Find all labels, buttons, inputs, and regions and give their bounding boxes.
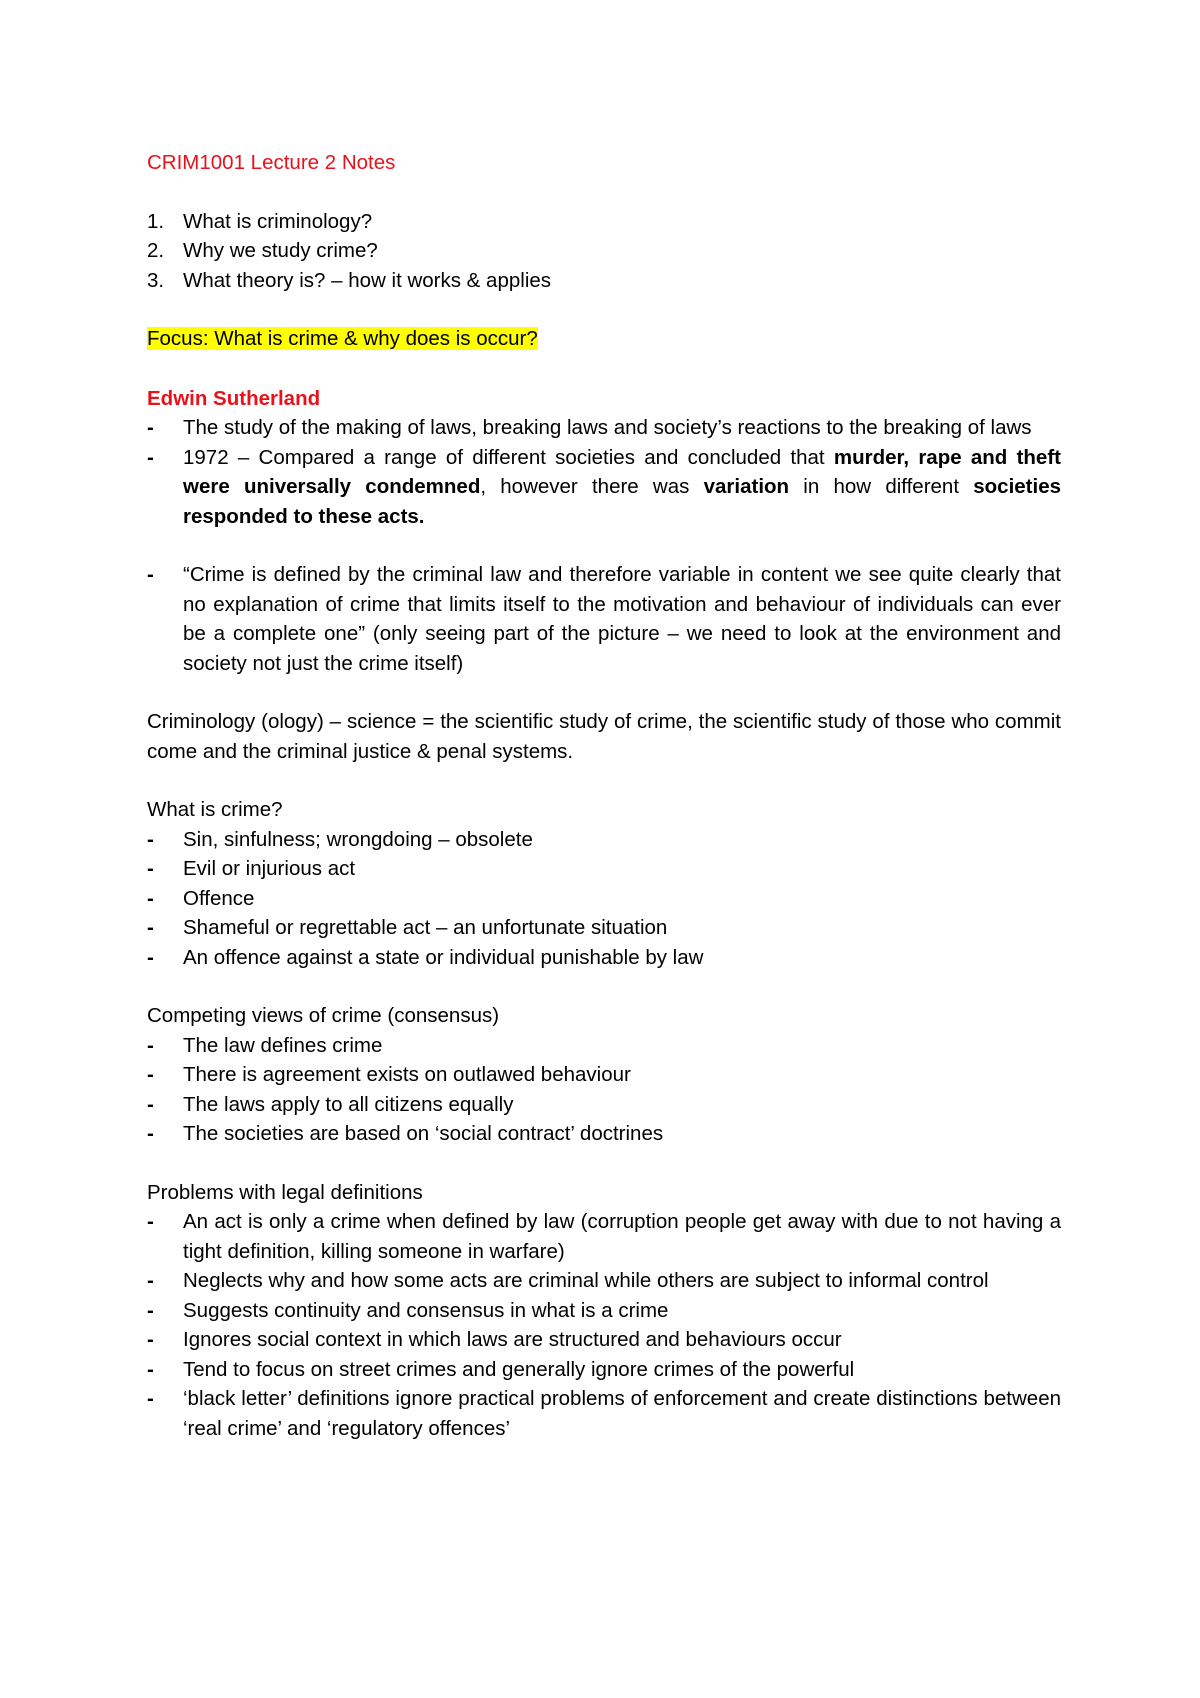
list-text: Neglects why and how some acts are criminal while others are subject to informal control [183,1269,989,1292]
dash-bullet: - [147,827,154,851]
list-item [147,1090,1061,1120]
dash-bullet: - [147,857,154,880]
list-text: Ignores social context in which laws are structured and behaviours occur [183,1328,842,1351]
dash-bullet: - [147,886,154,910]
dash-bullet: - [147,1092,154,1116]
competing-views-list [147,1031,1061,1149]
list-number: 2. [147,239,165,262]
list-item [147,413,1061,443]
list-text: ‘black letter’ definitions ignore practical problems of enforcement and create distinctions between ‘real crime’ and ‘regulatory offences’ [183,1387,1061,1440]
list-item [147,560,1061,678]
bold-run: variation [703,475,790,498]
intro-numbered-list [147,207,1061,296]
spacer [147,531,1061,560]
dash-bullet: - [147,1298,154,1322]
dash-bullet: - [147,1328,154,1351]
problems-list [147,1207,1061,1443]
list-number: 3. [147,268,165,292]
list-item [147,1325,1061,1355]
list-item [147,943,1061,973]
list-text: The law defines crime [183,1033,383,1057]
list-item [147,1384,1061,1443]
focus-highlight: Focus: What is crime & why does is occur? [147,327,538,350]
list-text: Sin, sinfulness; wrongdoing – obsolete [183,827,533,851]
list-item [147,207,1061,237]
list-text [183,443,1061,532]
list-item [147,825,1061,855]
list-item [147,1355,1061,1385]
list-item [147,266,1061,296]
list-text: What is criminology? [183,209,373,233]
list-text: The societies are based on ‘social contract’ doctrines [183,1122,664,1145]
list-item [147,443,1061,532]
sutherland-quote-list [147,560,1061,678]
dash-bullet: - [147,1063,154,1086]
list-text: There is agreement exists on outlawed behaviour [183,1063,631,1086]
dash-bullet: - [147,1033,154,1057]
list-text: “Crime is defined by the criminal law and therefore variable in content we see quite clearly that no explanation of crime that limits itself to the motivation and behaviour of individuals can ever be a complete one” (only seeing part of the picture – we need to look at the environment and society not just the crime itself) [183,563,1061,675]
problems-heading: Problems with legal definitions [147,1180,423,1204]
list-text: An offence against a state or individual punishable by law [183,945,704,969]
dash-bullet: - [147,1357,154,1381]
dash-bullet: - [147,945,154,969]
dash-bullet: - [147,1387,154,1410]
list-item [147,1031,1061,1061]
list-item [147,1119,1061,1149]
list-text: Evil or injurious act [183,857,356,880]
list-text: Tend to focus on street crimes and generally ignore crimes of the powerful [183,1357,855,1381]
text-run: , however there was [480,475,704,498]
list-item [147,913,1061,943]
dash-bullet: - [147,1269,154,1292]
text-run: in how different [789,475,974,498]
bold-run: murder, rape and theft were universally condemned [183,445,1061,498]
list-text: Offence [183,886,255,910]
list-item [147,884,1061,914]
list-item [147,1266,1061,1296]
dash-bullet: - [147,1122,154,1145]
bold-run: societies responded to these acts. [183,475,1061,528]
sutherland-list [147,413,1061,531]
what-is-crime-heading: What is crime? [147,798,283,821]
competing-views-heading: Competing views of crime (consensus) [147,1004,500,1027]
list-text: Suggests continuity and consensus in what is a crime [183,1298,669,1322]
list-text: What theory is? – how it works & applies [183,268,552,292]
dash-bullet: - [147,916,154,939]
document-title: CRIM1001 Lecture 2 Notes [147,151,396,174]
sutherland-heading: Edwin Sutherland [147,386,321,410]
list-item [147,1296,1061,1326]
list-item [147,1207,1061,1266]
list-text: The study of the making of laws, breaking laws and society’s reactions to the breaking of laws [183,416,1032,439]
what-is-crime-list [147,825,1061,973]
text-run: 1972 – Compared a range of different societies and concluded that [183,445,834,469]
focus-line [147,324,1061,354]
list-text: An act is only a crime when defined by law (corruption people get away with due to not having a tight definition, killing someone in warfare) [183,1210,1061,1263]
dash-bullet: - [147,563,154,586]
list-number: 1. [147,209,165,233]
dash-bullet: - [147,445,154,469]
list-text: Shameful or regrettable act – an unfortunate situation [183,916,668,939]
dash-bullet: - [147,416,154,439]
list-text: Why we study crime? [183,239,378,262]
dash-bullet: - [147,1210,154,1233]
list-text: The laws apply to all citizens equally [183,1092,514,1116]
list-item [147,1060,1061,1090]
criminology-definition: Criminology (ology) – science = the scientific study of crime, the scientific study of those who commit come and the criminal justice & penal systems. [147,710,1061,763]
list-item [147,854,1061,884]
list-item [147,236,1061,266]
